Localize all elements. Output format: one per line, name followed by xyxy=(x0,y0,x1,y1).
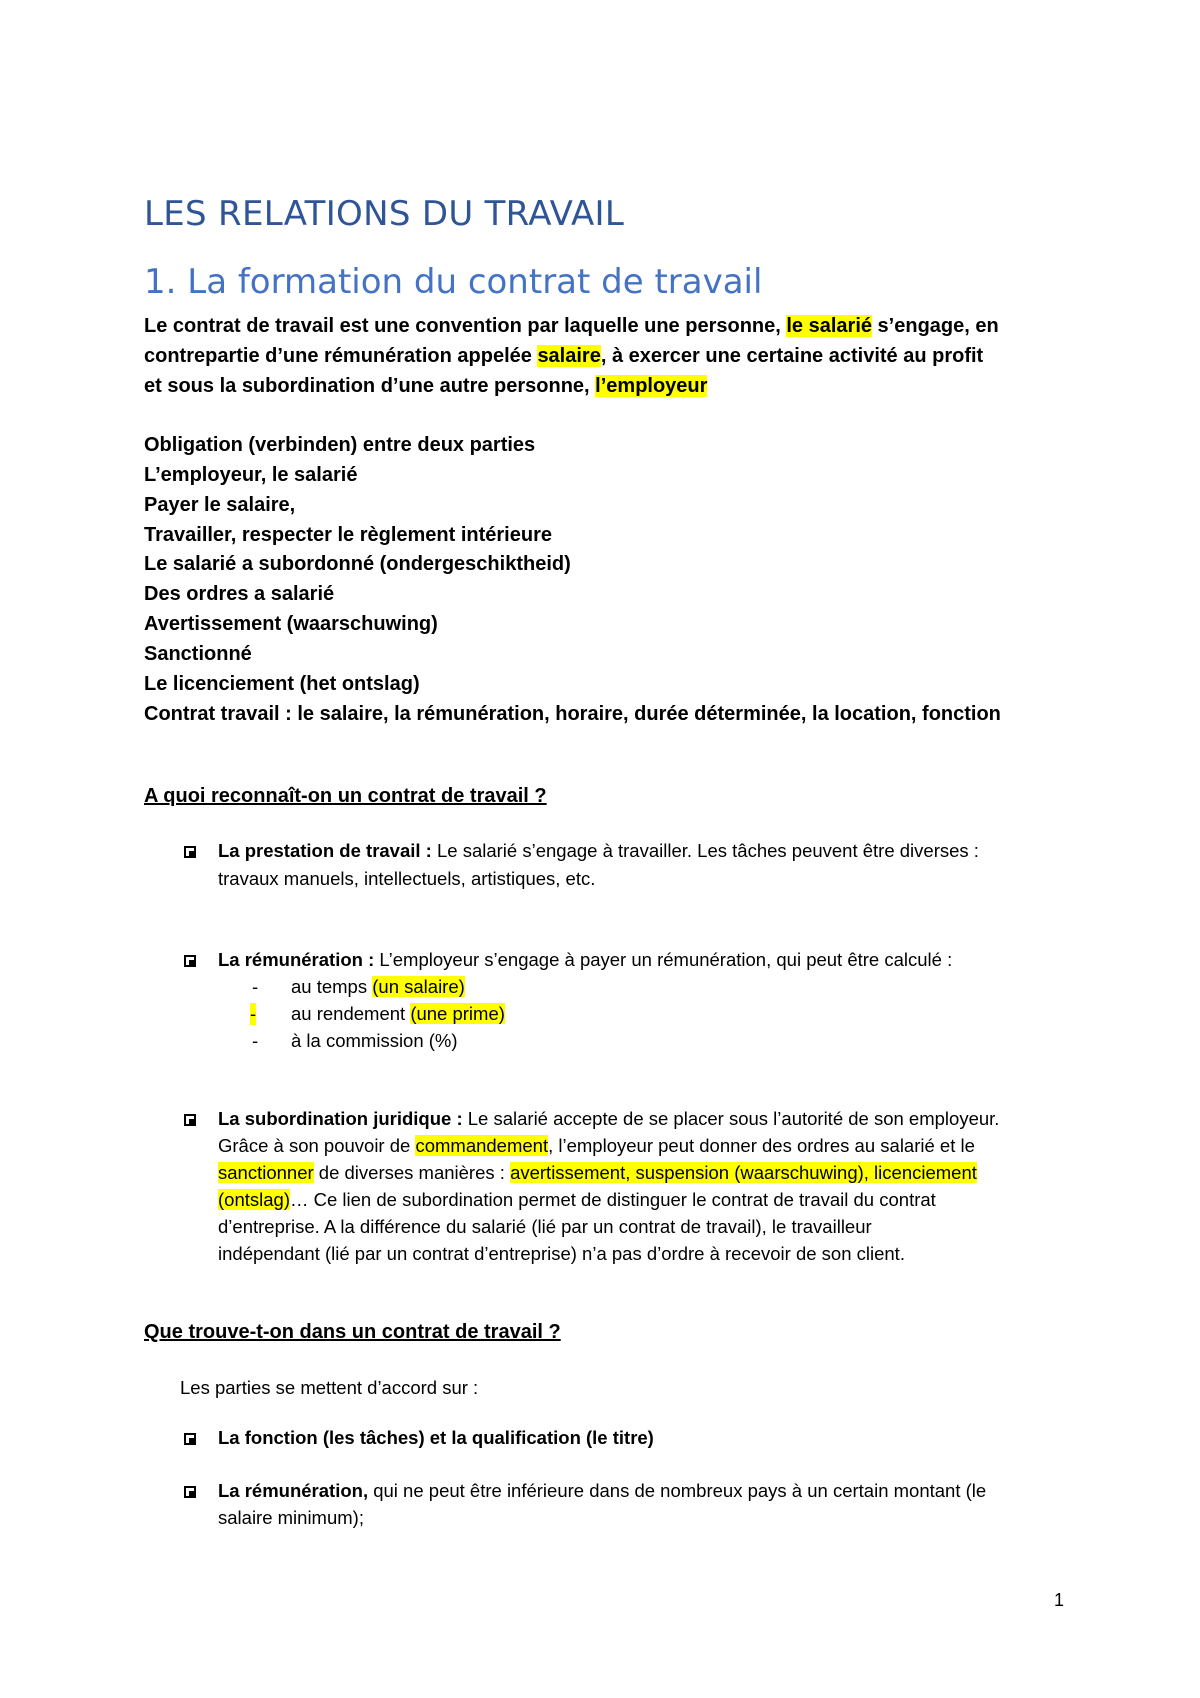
intro-text: s’engage, en xyxy=(872,315,999,337)
body-text: Les parties se mettent d’accord sur : xyxy=(180,1377,479,1398)
dash-marker: - xyxy=(252,1030,259,1051)
note-line: Obligation (verbinden) entre deux parties xyxy=(144,434,536,456)
bullet-text: qui ne peut être inférieure dans de nombreux pays à un certain montant (le xyxy=(368,1480,987,1501)
intro-line-3 xyxy=(144,375,707,398)
bullet-text: Le salarié accepte de se placer sous l’autorité de son employeur. xyxy=(462,1108,1000,1129)
question-heading: A quoi reconnaît-on un contrat de travail ? xyxy=(144,785,547,807)
document-title: LES RELATIONS DU TRAVAIL xyxy=(144,194,625,234)
intro-line-1 xyxy=(144,315,999,338)
bullet-label: La prestation de travail : xyxy=(218,840,432,861)
bullet-label: La subordination juridique : xyxy=(218,1108,463,1129)
note-line: Contrat travail : le salaire, la rémunération, horaire, durée déterminée, la location, fonction xyxy=(144,703,1001,725)
note-line: Sanctionné xyxy=(144,643,252,665)
bullet-label: La rémunération : xyxy=(218,949,375,970)
intro-text: et sous la subordination d’une autre personne, xyxy=(144,375,596,397)
question-heading: Que trouve-t-on dans un contrat de travail ? xyxy=(144,1321,561,1343)
bullet-line xyxy=(218,1189,936,1211)
dash-marker: - xyxy=(252,976,259,997)
section-heading: 1. La formation du contrat de travail xyxy=(144,262,763,302)
highlight-salaire: salaire xyxy=(537,345,601,367)
highlight-text: (un salaire) xyxy=(372,976,465,997)
page-number: 1 xyxy=(1054,1590,1065,1610)
bullet-line xyxy=(218,1135,975,1157)
highlight-text: commandement xyxy=(415,1135,549,1156)
bullet-line xyxy=(218,949,952,971)
sub-item xyxy=(291,976,465,998)
note-line: Payer le salaire, xyxy=(144,494,296,516)
bullet-text: , l’employeur peut donner des ordres au salarié et le xyxy=(548,1135,975,1156)
square-bullet-icon xyxy=(184,1433,196,1445)
intro-text: contrepartie d’une rémunération appelée xyxy=(144,345,538,367)
bullet-line: travaux manuels, intellectuels, artistiques, etc. xyxy=(218,868,596,889)
bullet-text: L’employeur s’engage à payer un rémunération, qui peut être calculé : xyxy=(374,949,953,970)
bullet-label: La rémunération, xyxy=(218,1480,369,1501)
bullet-line xyxy=(218,1108,999,1130)
note-line: Le salarié a subordonné (ondergeschiktheid) xyxy=(144,553,571,575)
square-bullet-icon xyxy=(184,1114,196,1126)
bullet-line: salaire minimum); xyxy=(218,1507,364,1528)
note-line: Des ordres a salarié xyxy=(144,583,335,605)
bullet-text: Le salarié s’engage à travailler. Les tâches peuvent être diverses : xyxy=(431,840,979,861)
bullet-line: indépendant (lié par un contrat d’entreprise) n’a pas d’ordre à recevoir de son client. xyxy=(218,1243,905,1264)
bullet-text: de diverses manières : xyxy=(313,1162,511,1183)
dash-marker: - xyxy=(250,1003,257,1024)
bullet-line: d’entreprise. A la différence du salarié (lié par un contrat de travail), le travailleur xyxy=(218,1216,872,1237)
note-line: Le licenciement (het ontslag) xyxy=(144,673,420,695)
square-bullet-icon xyxy=(184,955,196,967)
bullet-text: … Ce lien de subordination permet de distinguer le contrat de travail du contrat xyxy=(289,1189,936,1210)
highlight-salarie: le salarié xyxy=(786,315,872,337)
intro-text: Le contrat de travail est une convention par laquelle une personne, xyxy=(144,315,787,337)
bullet-line xyxy=(218,1480,986,1502)
intro-text: , à exercer une certaine activité au profit xyxy=(600,345,984,367)
note-line: Avertissement (waarschuwing) xyxy=(144,613,438,635)
note-line: Travailler, respecter le règlement intérieure xyxy=(144,524,552,546)
highlight-text: (une prime) xyxy=(410,1003,505,1024)
highlight-text: sanctionner xyxy=(218,1162,314,1183)
intro-line-2 xyxy=(144,345,983,368)
square-bullet-icon xyxy=(184,1486,196,1498)
bullet-line xyxy=(218,1162,977,1184)
bullet-text: Grâce à son pouvoir de xyxy=(218,1135,416,1156)
sub-item xyxy=(291,1003,505,1025)
square-bullet-icon xyxy=(184,846,196,858)
bullet-line xyxy=(218,840,979,862)
sub-item: à la commission (%) xyxy=(291,1030,458,1051)
note-line: L’employeur, le salarié xyxy=(144,464,358,486)
sub-item-text: au temps xyxy=(291,976,373,997)
sub-item-text: au rendement xyxy=(291,1003,411,1024)
highlight-text: avertissement, suspension (waarschuwing), licenciement xyxy=(510,1162,977,1183)
bullet-line: La fonction (les tâches) et la qualification (le titre) xyxy=(218,1427,654,1448)
highlight-employeur: l’employeur xyxy=(595,375,708,397)
highlight-text: (ontslag) xyxy=(218,1189,290,1210)
